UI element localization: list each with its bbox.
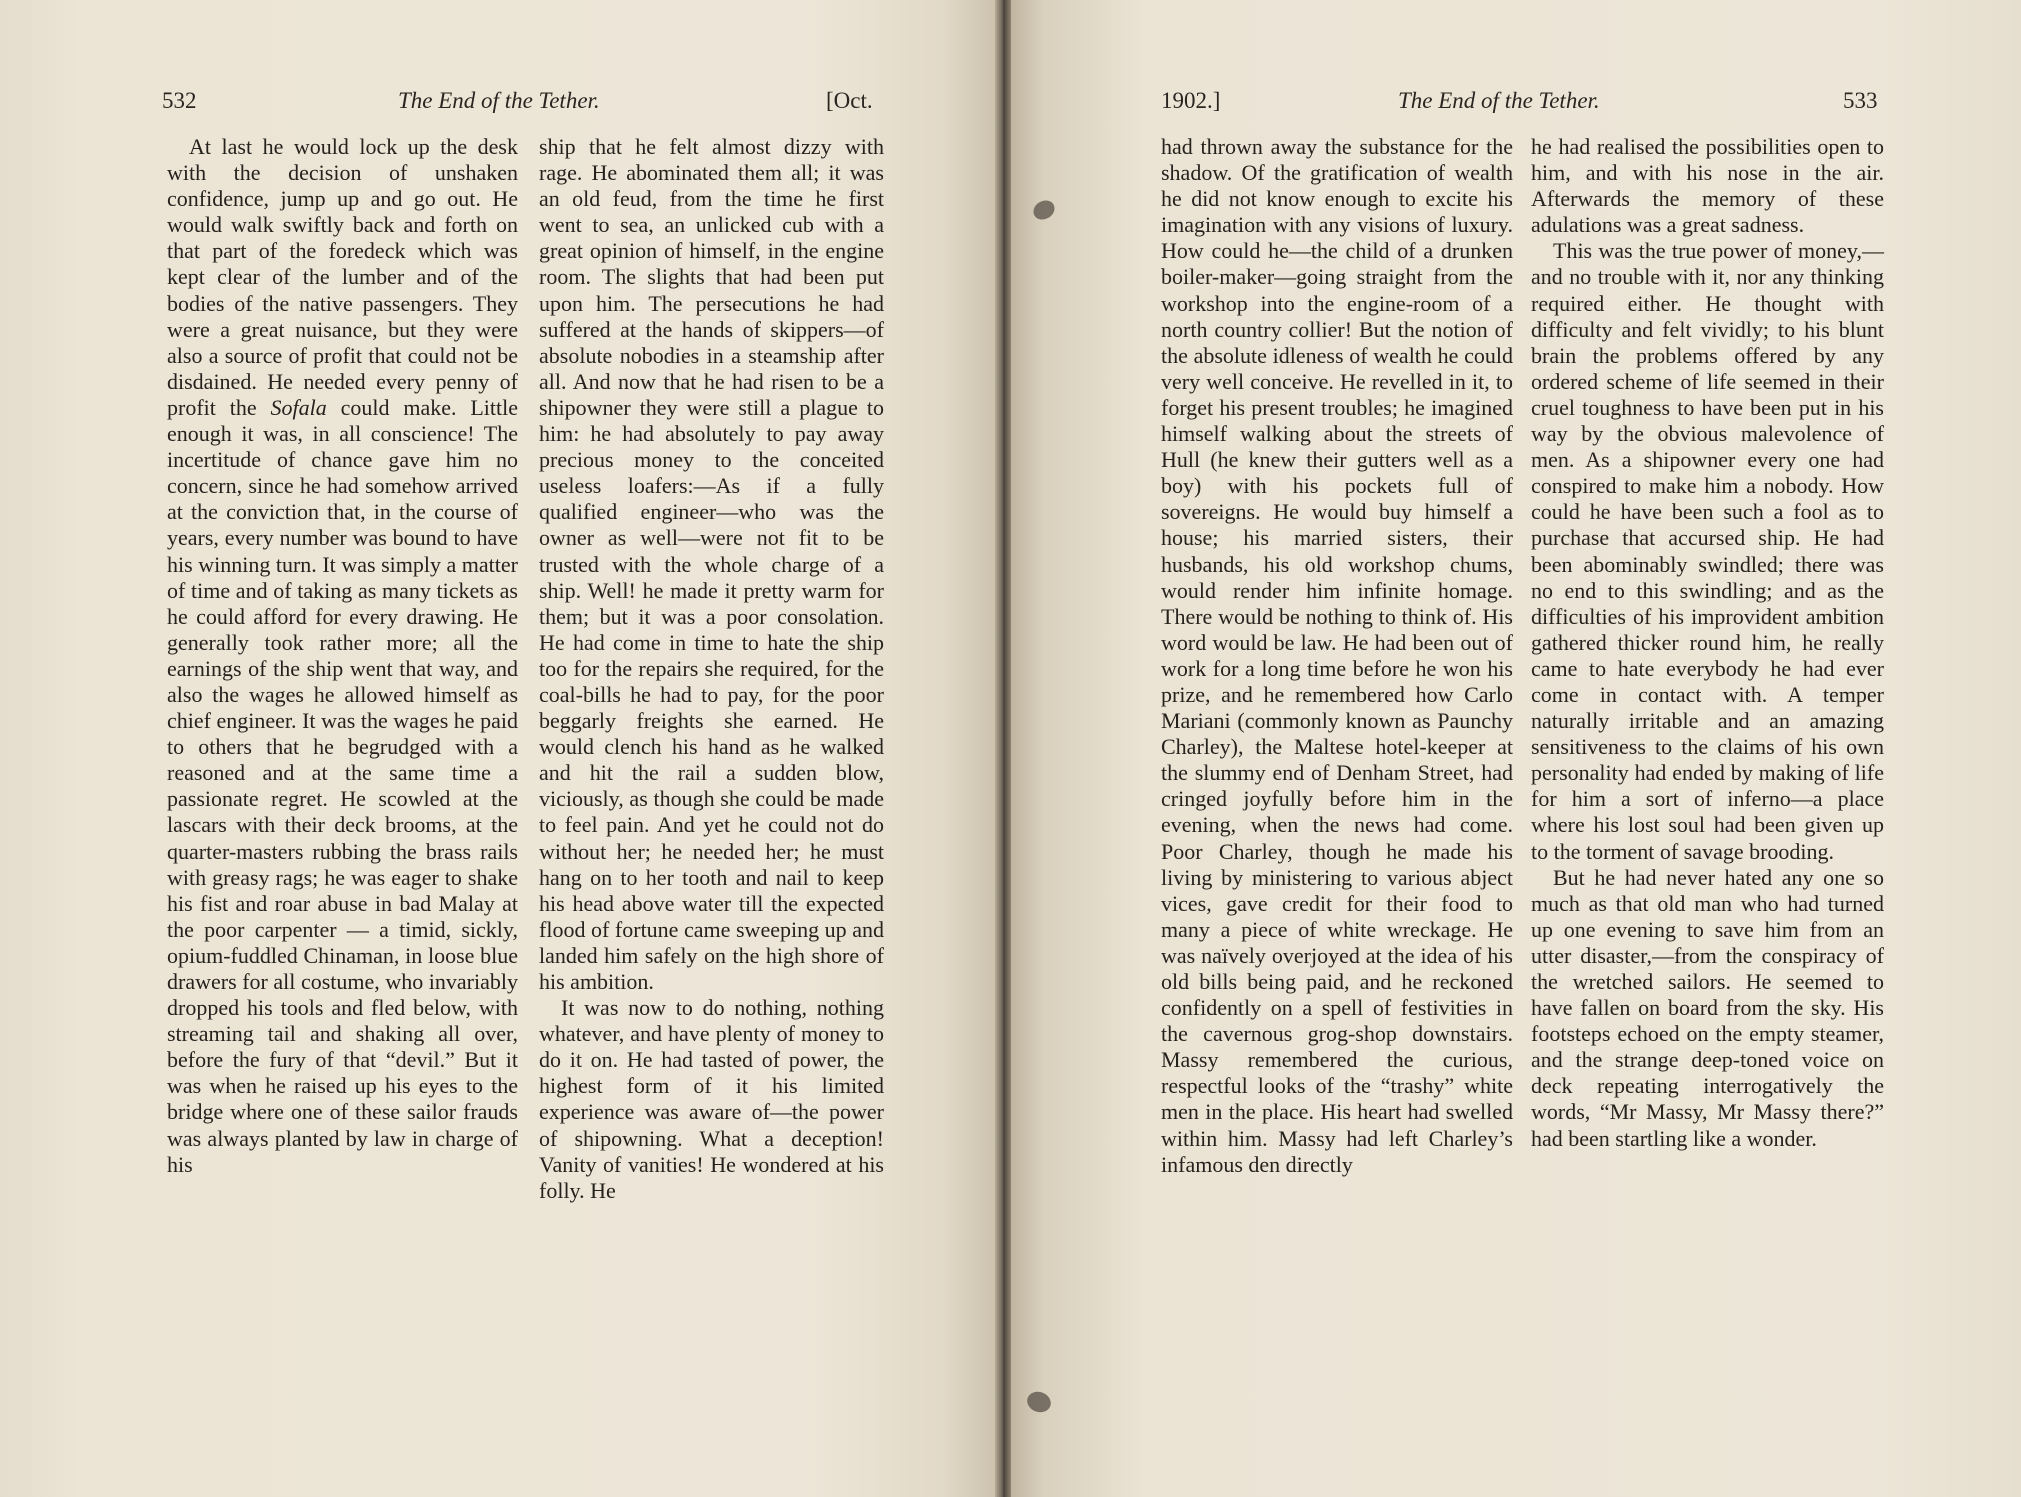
date-mark: [Oct. (826, 88, 873, 113)
running-title: The End of the Tether. (1398, 88, 1600, 113)
paragraph: ship that he felt almost dizzy with rage. He abominated them all; it was an old feud, from the time he first went to sea, an unlicked cub with a great opinion of himself, in the engine room. The slights that had been put upon him. The persecutions he had suffered at the hands of skippers—of absolute nobodies in a steamship after all. And now that he had risen to be a shipowner they were still a plague to him: he had absolutely to pay away precious money to the conceited useless loafers:—As if a fully qualified engineer—who was the owner as well—were not fit to be trusted with the whole charge of a ship. Well! he made it pretty warm for them; but it was a poor consolation. He had come in time to hate the ship too for the repairs she required, for the coal-bills he had to pay, for the poor beggarly freights she earned. He would clench his hand as he walked and hit the rail a sudden blow, viciously, as though she could be made to feel pain. And yet he could not do without her; he needed her; he must hang on to her tooth and nail to keep his head above water till the expected flood of fortune came sweeping up and landed him safely on the high shore of his ambition. (539, 134, 884, 994)
binding-hole-mark (1024, 1388, 1053, 1415)
text-column-1 (1161, 134, 1513, 1178)
page-number: 533 (1843, 88, 1878, 113)
paragraph: But he had never hated any one so much as that old man who had turned up one evening to save him from an utter disaster,—from the conspiracy of the wretched sailors. He seemed to have fallen on board from the sky. His footsteps echoed on the empty steamer, and the strange deep-toned voice on deck repeating interrogatively the words, “Mr Massy, Mr Massy there?” had been startling like a wonder. (1531, 864, 1884, 1151)
paragraph: had thrown away the substance for the shadow. Of the gratification of wealth he did not know enough to excite his imagination with any visions of luxury. How could he—the child of a drunken boiler-maker—going straight from the workshop into the engine-room of a north country collier! But the notion of the absolute idleness of wealth he could very well conceive. He revelled in it, to forget his present troubles; he imagined himself walking about the streets of Hull (he knew their gutters well as a boy) with his pockets full of sovereigns. He would buy himself a house; his married sisters, their husbands, his old workshop chums, would render him infinite homage. There would be nothing to think of. His word would be law. He had been out of work for a long time before he won his prize, and he remembered how Carlo Mariani (commonly known as Paunchy Charley), the Maltese hotel-keeper at the slummy end of Denham Street, had cringed joyfully before him in the evening, when the news had come. Poor Charley, though he made his living by ministering to various abject vices, gave credit for their food to many a piece of white wreckage. He was naïvely overjoyed at the idea of his old bills being paid, and he reckoned confidently on a spell of festivities in the cavernous grog-shop downstairs. Massy remembered the curious, respectful looks of the “trashy” white men in the place. His heart had swelled within him. Massy had left Charley’s infamous den directly (1161, 134, 1513, 1177)
paragraph: he had realised the possibilities open to him, and with his nose in the air. Afterwards the memory of these adulations was a great sadness. (1531, 134, 1884, 238)
ship-name: Sofala (270, 394, 327, 420)
text-column-2 (1531, 134, 1884, 1152)
text-run: At last he would lock up the desk with the decision of unshaken confidence, jump up and go out. He would walk swiftly back and forth on that part of the foredeck which was kept clear of the lumber and of the bodies of the native passengers. They were a great nuisance, but they were also a source of profit that could not be disdained. He needed every penny of profit the (167, 134, 518, 420)
book-gutter (995, 0, 1011, 1497)
text-column-2 (539, 134, 884, 1204)
text-column-1 (167, 134, 518, 1178)
paragraph (167, 134, 518, 1178)
text-run: could make. Little enough it was, in all conscience! The incertitude of chance gave him no concern, since he had somehow arrived at the conviction that, in the course of years, every number was bound to have his winning turn. It was simply a matter of time and of taking as many tickets as he could afford for every drawing. He generally took rather more; all the earnings of the ship went that way, and also the wages he allowed himself as chief engineer. It was the wages he paid to others that he begrudged with a reasoned and at the same time a passionate regret. He scowled at the lascars with their deck brooms, at the quarter-masters rubbing the brass rails with greasy rags; he was eager to shake his fist and roar abuse in bad Malay at the poor carpenter — a timid, sickly, opium-fuddled Chinaman, in loose blue drawers for all costume, who invariably dropped his tools and fled below, with streaming tail and shaking all over, before the fury of that “devil.” But it was when he raised up his eyes to the bridge where one of these sailor frauds was always planted by law in charge of his (167, 394, 519, 1177)
running-title: The End of the Tether. (398, 88, 600, 113)
right-page (1003, 0, 2021, 1497)
paragraph: This was the true power of money,—and no trouble with it, nor any thinking required either. He thought with difficulty and felt vividly; to his blunt brain the problems offered by any ordered scheme of life seemed in their cruel toughness to have been put in his way by the obvious malevolence of men. As a shipowner every one had conspired to make him a nobody. How could he have been such a fool as to purchase that accursed ship. He had been abominably swindled; there was no end to this swindling; and as the difficulties of his improvident ambition gathered thicker round him, he really came to hate everybody he had ever come in contact with. A temper naturally irritable and an amazing sensitiveness to the claims of his own personality had ended by making of life for him a sort of inferno—a place where his lost soul had been given up to the torment of savage brooding. (1531, 238, 1884, 864)
left-page (0, 0, 1003, 1497)
page-number: 532 (162, 88, 197, 113)
binding-hole-mark (1030, 197, 1058, 224)
date-mark: 1902.] (1161, 88, 1221, 113)
paragraph: It was now to do nothing, nothing whatever, and have plenty of money to do it on. He had tasted of power, the highest form of it his limited experience was aware of—the power of shipowning. What a deception! Vanity of vanities! He wondered at his folly. He (539, 995, 884, 1203)
